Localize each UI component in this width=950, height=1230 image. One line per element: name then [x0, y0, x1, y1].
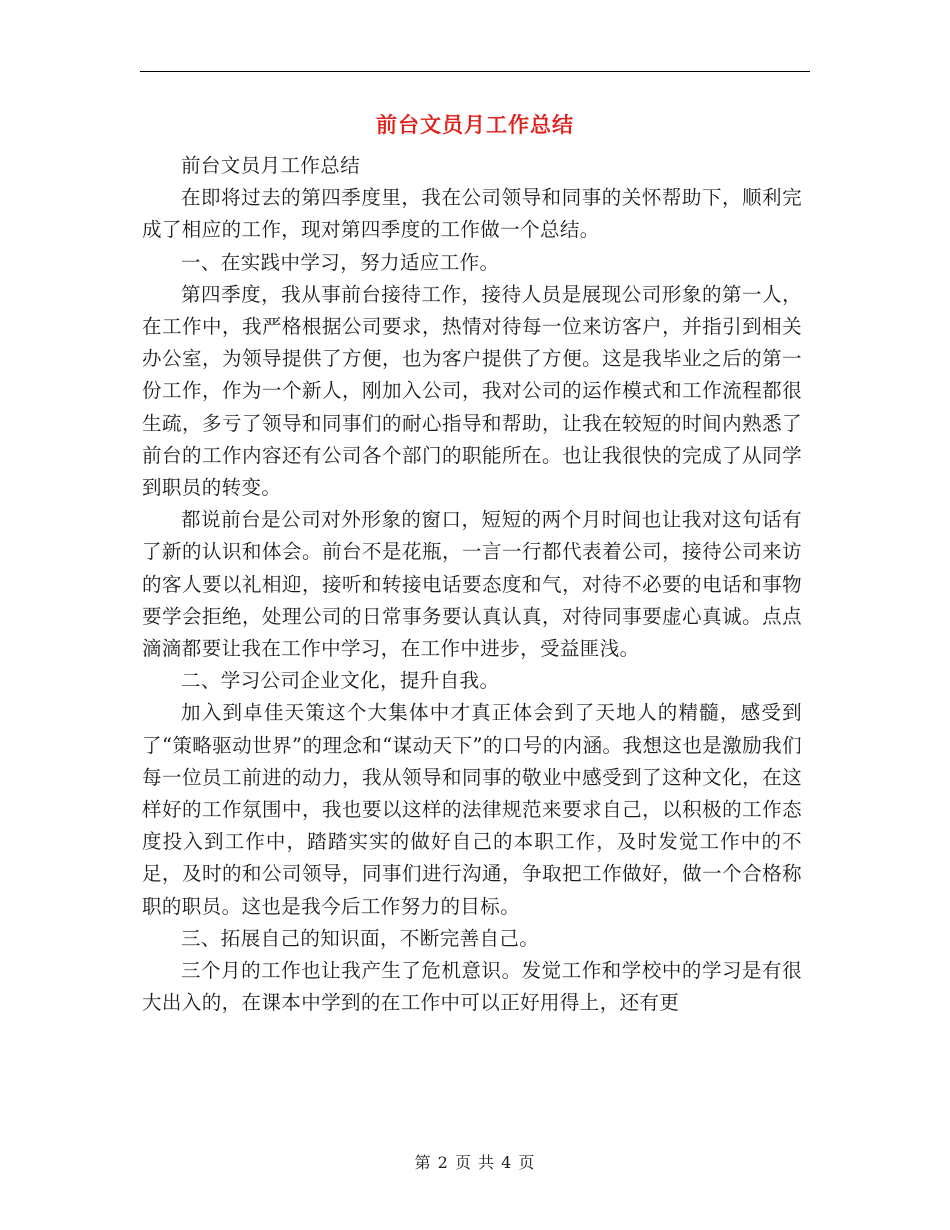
body-paragraph: 都说前台是公司对外形象的窗口，短短的两个月时间也让我对这句话有了新的认识和体会。前台不是花瓶，一言一行都代表着公司，接待公司来访的客人要以礼相迎，接听和转接电话要态度和气，对待不必要的电话和事物要学会拒绝，处理公司的日常事务要认真认真，对待同事要虚心真诚。点点滴滴都要让我在工作中学习，在工作中进步，受益匪浅。: [142, 508, 802, 661]
section-heading: 一、在实践中学习，努力适应工作。: [181, 250, 500, 274]
header-rule: [140, 71, 810, 72]
body-paragraph: 前台文员月工作总结: [181, 154, 361, 177]
body-paragraph: 三个月的工作也让我产生了危机意识。发觉工作和学校中的学习是有很大出入的，在课本中学到的在工作中可以正好用得上，还有更: [142, 959, 802, 1015]
section-heading: 二、学习公司企业文化，提升自我。: [181, 669, 500, 693]
body-paragraph: 在即将过去的第四季度里，我在公司领导和同事的关怀帮助下，顺利完成了相应的工作，现对第四季度的工作做一个总结。: [142, 186, 802, 242]
section-heading: 三、拓展自己的知识面，不断完善自己。: [181, 926, 540, 950]
document-body: [142, 150, 802, 1019]
page-number: 第 2 页 共 4 页: [414, 1153, 536, 1172]
body-paragraph: 加入到卓佳天策这个大集体中才真正体会到了天地人的精髓，感受到了“策略驱动世界”的理念和“谋动天下”的口号的内涵。我想这也是激励我们每一位员工前进的动力，我从领导和同事的敬业中感受到了这种文化，在这样好的工作氛围中，我也要以这样的法律规范来要求自己，以积极的工作态度投入到工作中，踏踏实实的做好自己的本职工作，及时发觉工作中的不足，及时的和公司领导，同事们进行沟通，争取把工作做好，做一个合格称职的职员。这也是我今后工作努力的目标。: [142, 701, 802, 918]
document-title: 前台文员月工作总结: [376, 113, 574, 137]
body-paragraph: 第四季度，我从事前台接待工作，接待人员是展现公司形象的第一人，在工作中，我严格根据公司要求，热情对待每一位来访客户，并指引到相关办公室，为领导提供了方便，也为客户提供了方便。这是我毕业之后的第一份工作，作为一个新人，刚加入公司，我对公司的运作模式和工作流程都很生疏，多亏了领导和同事们的耐心指导和帮助，让我在较短的时间内熟悉了前台的工作内容还有公司各个部门的职能所在。也让我很快的完成了从同学到职员的转变。: [142, 282, 802, 500]
